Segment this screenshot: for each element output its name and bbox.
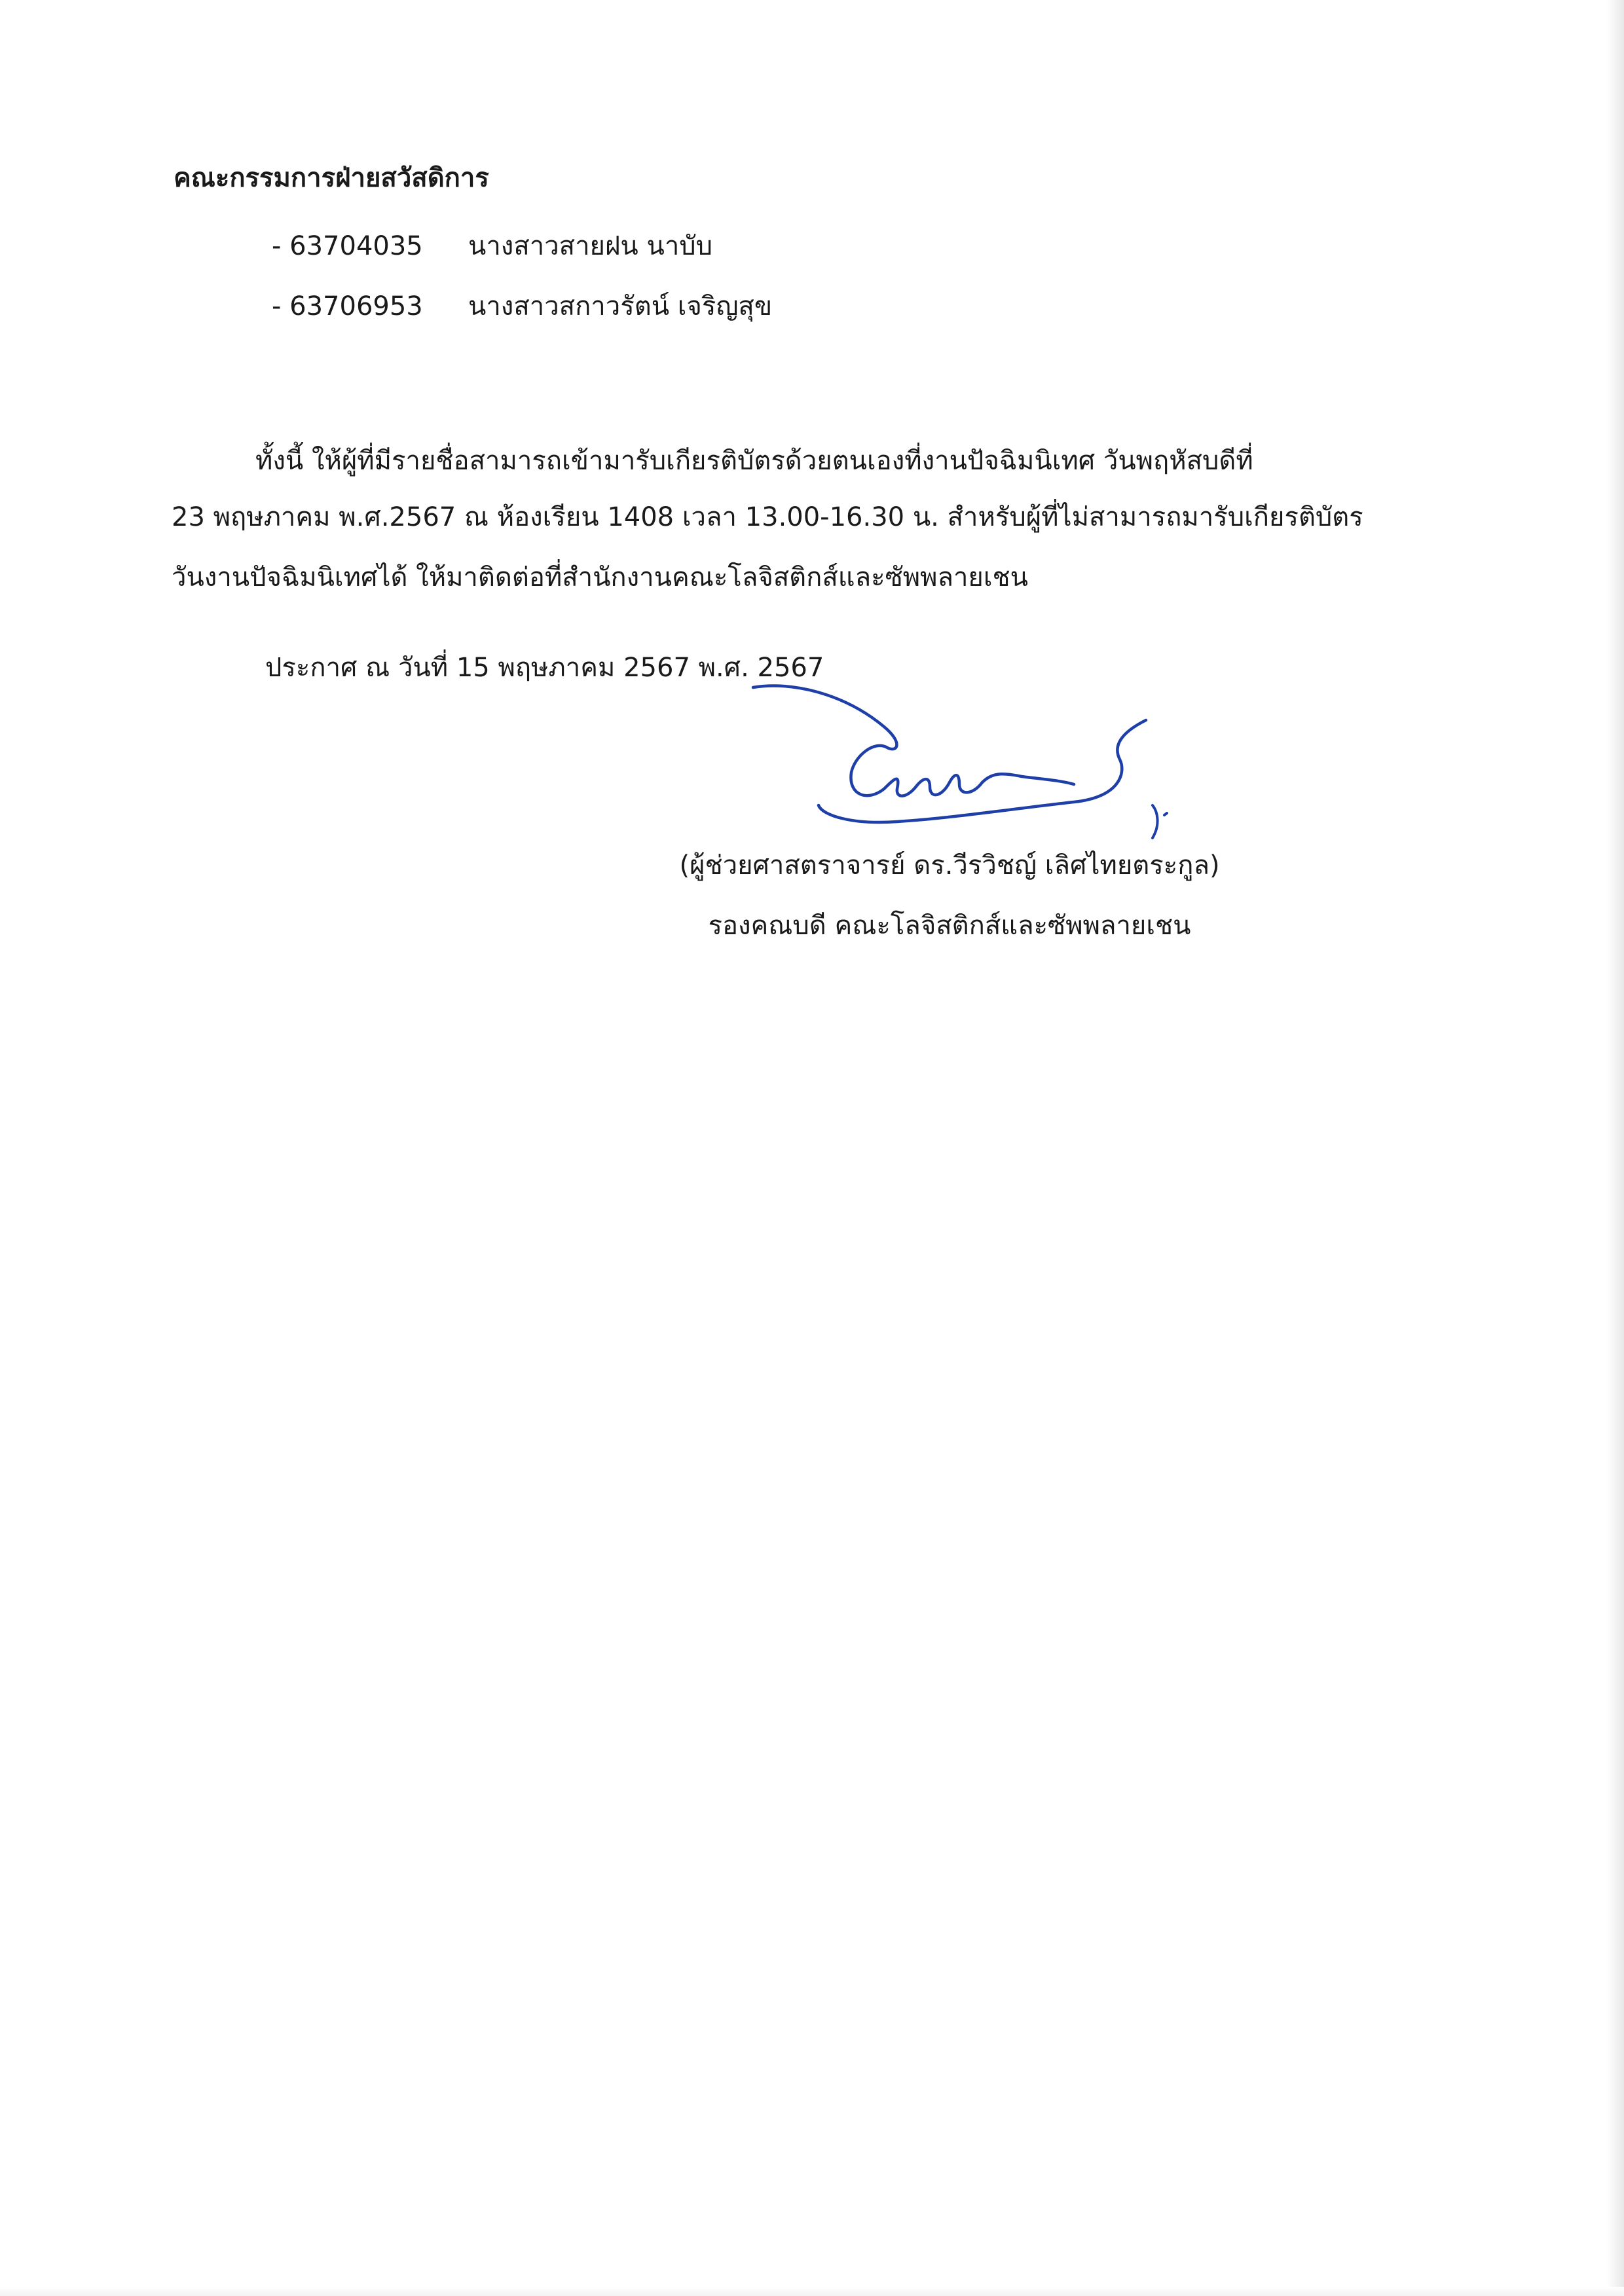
paragraph-line-1: ทั้งนี้ ให้ผู้ที่มีรายชื่อสามารถเข้ามารับเกียรติบัตรด้วยตนเองที่งานปัจฉิมนิเทศ วันพฤหัสบดีที่ (255, 446, 1253, 476)
member-id: - 63704035 (272, 231, 423, 261)
scan-bottom-shadow (0, 2287, 1624, 2296)
paragraph-line-2: 23 พฤษภาคม พ.ศ.2567 ณ ห้องเรียน 1408 เวลา 13.00-16.30 น. สำหรับผู้ที่ไม่สามารถมารับเกียรติบัตร (172, 502, 1363, 532)
member-name: นางสาวสกาวรัตน์ เจริญสุข (468, 291, 773, 321)
member-name: นางสาวสายฝน นาบับ (468, 231, 713, 261)
member-id: - 63706953 (272, 291, 423, 321)
handwritten-signature (733, 674, 1205, 858)
signer-name: (ผู้ช่วยศาสตราจารย์ ดร.วีรวิชญ์ เลิศไทยตระกูล) (679, 850, 1220, 881)
member-row (272, 293, 772, 319)
announcement-date: ประกาศ ณ วันที่ 15 พฤษภาคม 2567 พ.ศ. 2567 (265, 653, 824, 683)
scan-edge-shadow (1607, 0, 1624, 2296)
signer-title: รองคณบดี คณะโลจิสติกส์และซัพพลายเชน (708, 911, 1191, 941)
member-row (272, 233, 712, 259)
paragraph-line-3: วันงานปัจฉิมนิเทศได้ ให้มาติดต่อที่สำนักงานคณะโลจิสติกส์และซัพพลายเชน (172, 562, 1029, 592)
committee-heading: คณะกรรมการฝ่ายสวัสดิการ (174, 163, 489, 193)
